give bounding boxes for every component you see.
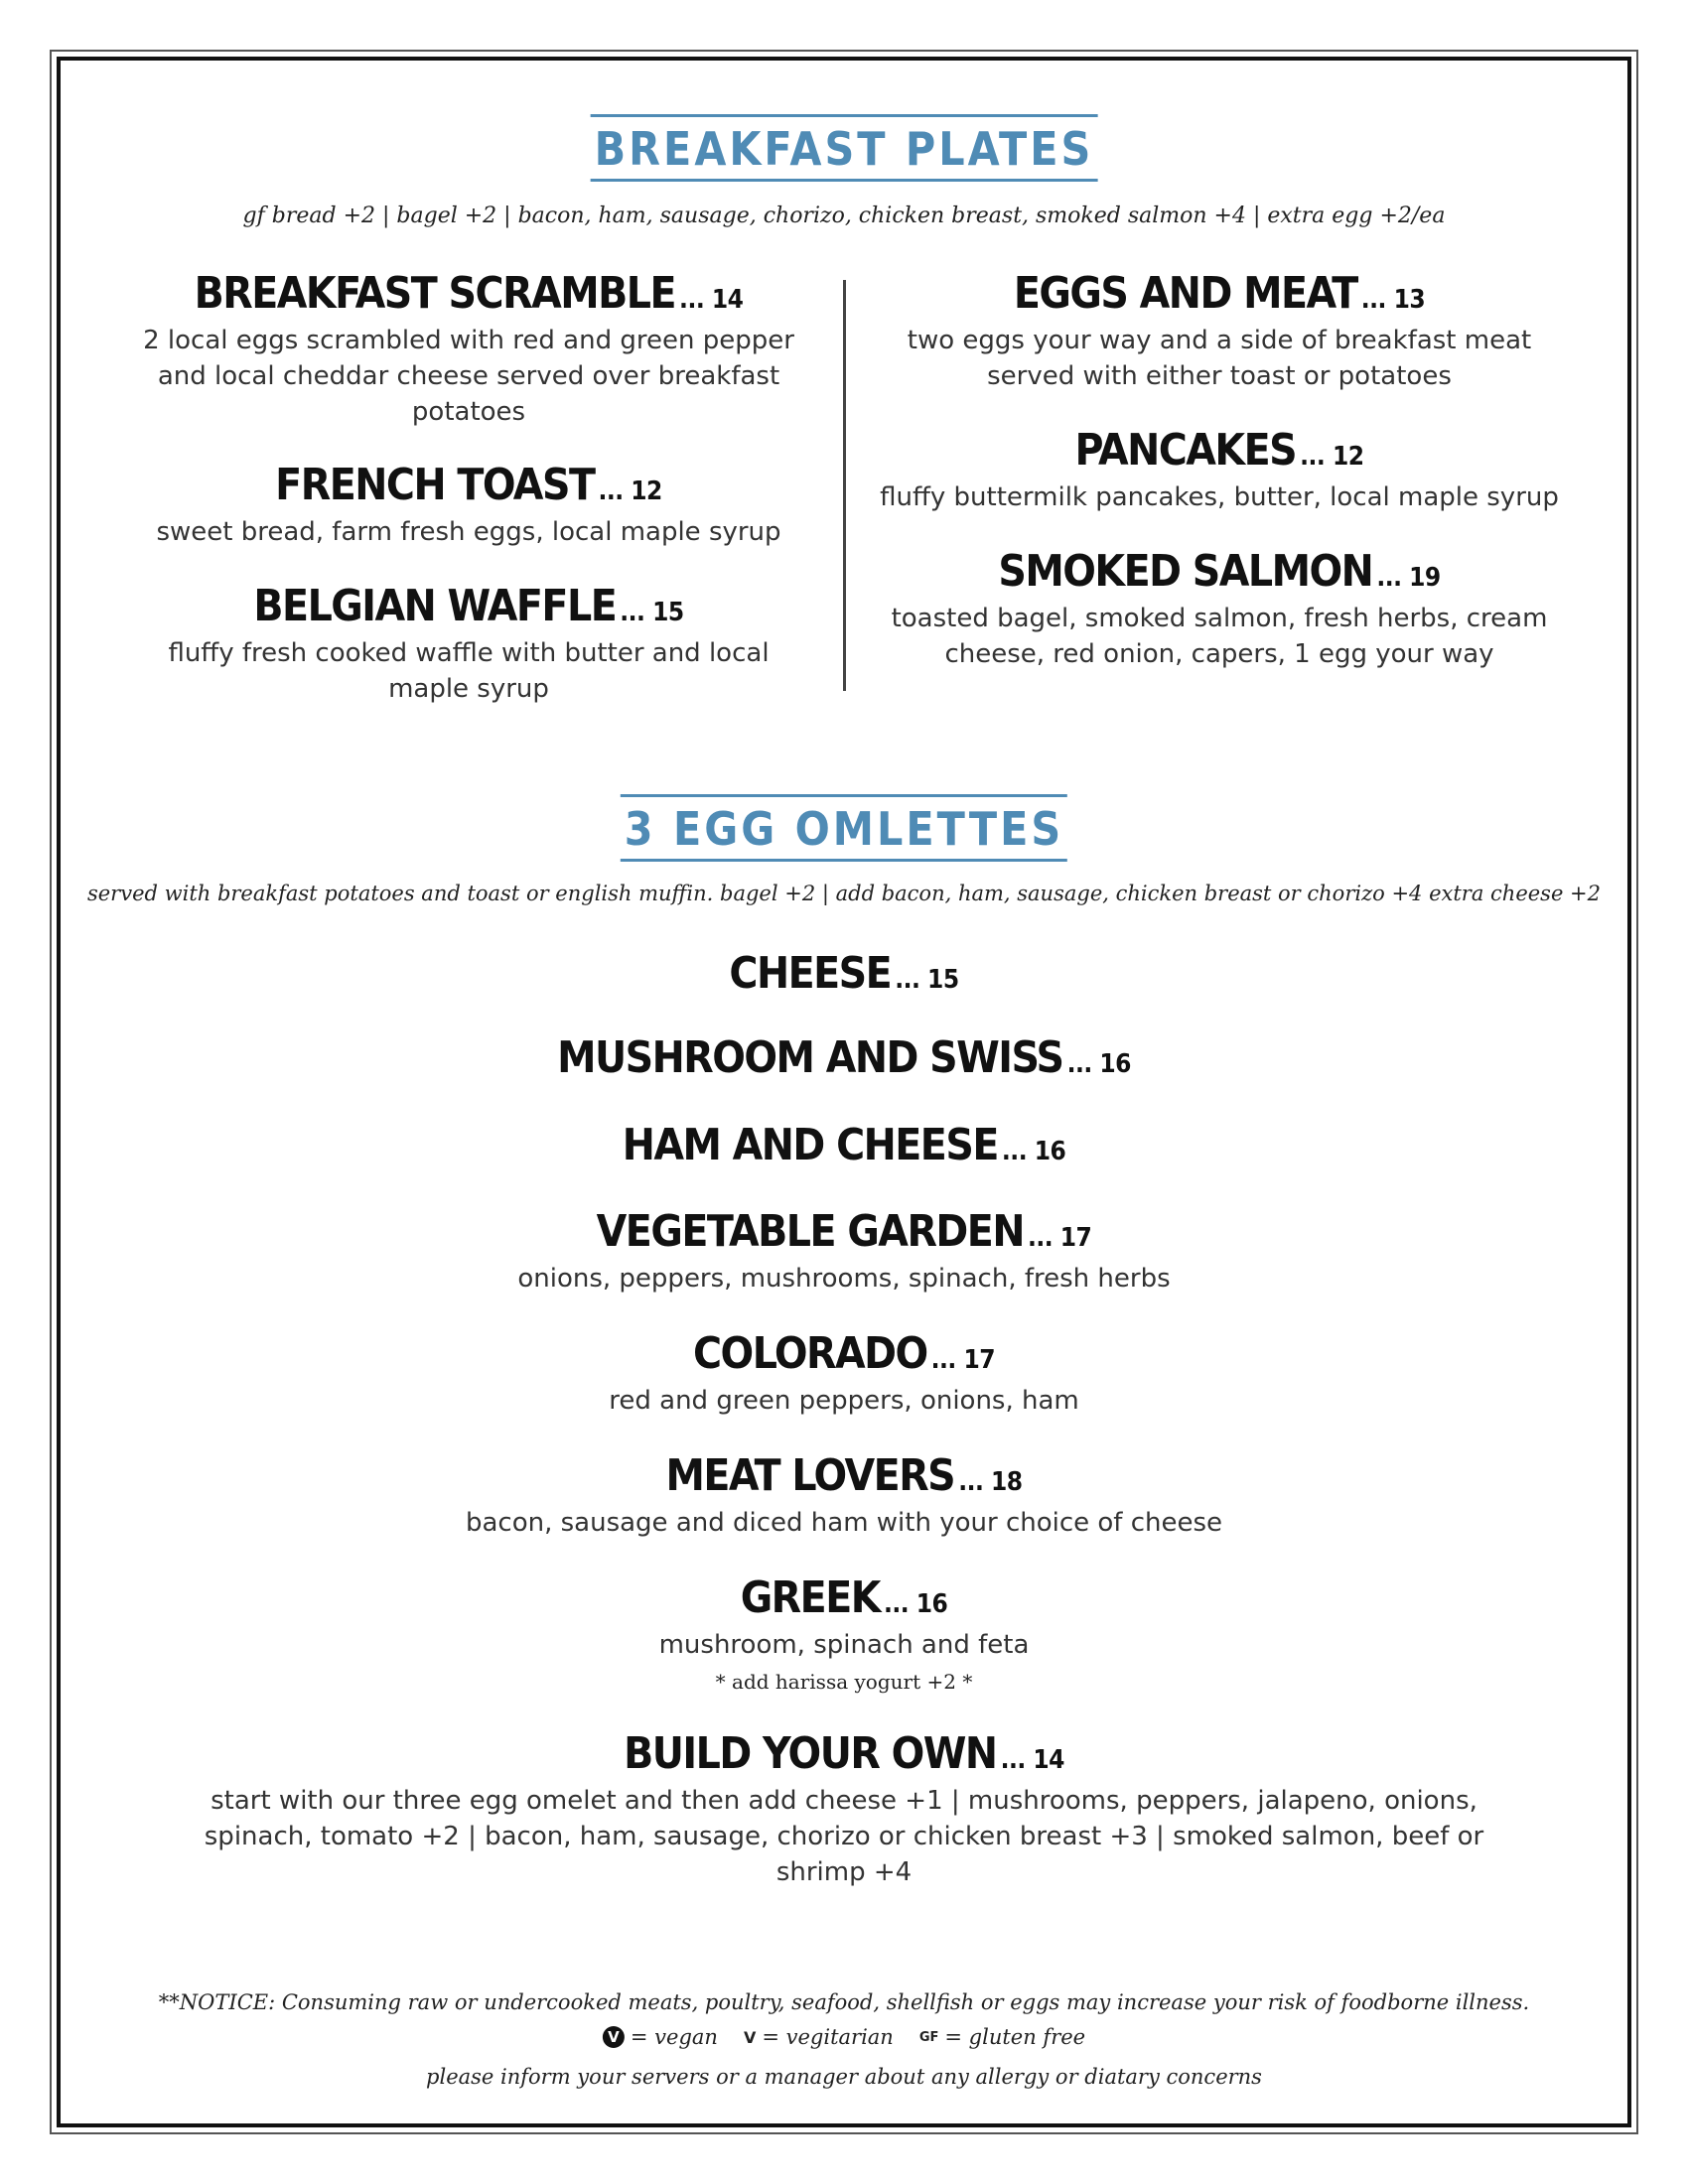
menu-item-description: two eggs your way and a side of breakfast meat served with either toast or potatoes: [907, 326, 1532, 391]
allergy-notice: please inform your servers or a manager about any allergy or diatary concerns: [426, 2065, 1262, 2089]
menu-item-title: BELGIAN WAFFLE ... 15: [253, 581, 684, 631]
menu-item-description: mushroom, spinach and feta: [658, 1630, 1030, 1660]
menu-item-title: MUSHROOM AND SWISS ... 16: [557, 1032, 1131, 1083]
menu-item-description: bacon, sausage and diced ham with your choice of cheese: [465, 1508, 1223, 1538]
menu-item-description: onions, peppers, mushrooms, spinach, fresh herbs: [517, 1264, 1171, 1294]
menu-item-description: fluffy fresh cooked waffle with butter and local maple syrup: [168, 638, 770, 704]
vegetarian-icon: V: [743, 2027, 757, 2047]
menu-item-note: * add harissa yogurt +2 *: [715, 1670, 973, 1694]
menu-item-description: sweet bread, farm fresh eggs, local maple syrup: [156, 517, 781, 547]
vegetarian-label: = vegitarian: [762, 2025, 894, 2049]
menu-item-title: GREEK ... 16: [740, 1572, 948, 1623]
menu-item-description: toasted bagel, smoked salmon, fresh herbs, cream cheese, red onion, capers, 1 egg your way: [891, 604, 1548, 669]
foodborne-notice: **NOTICE: Consuming raw or undercooked meats, poultry, seafood, shellfish or eggs may increase your risk of foodborne illness.: [158, 1990, 1530, 2014]
diet-legend: [603, 2025, 1085, 2049]
gluten-free-label: = gluten free: [944, 2025, 1086, 2049]
menu-item-title: CHEESE ... 15: [729, 948, 959, 999]
menu-item-description: fluffy buttermilk pancakes, butter, local maple syrup: [880, 482, 1559, 512]
breakfast-addons: gf bread +2 | bagel +2 | bacon, ham, sausage, chorizo, chicken breast, smoked salmon +4 | extra egg +2/ea: [242, 204, 1446, 228]
menu-item-title: SMOKED SALMON ... 19: [998, 546, 1441, 597]
menu-item-description: red and green peppers, onions, ham: [609, 1386, 1079, 1416]
omelettes-addons: served with breakfast potatoes and toast or english muffin. bagel +2 | add bacon, ham, sausage, chicken breast or chorizo +4 extra cheese +2: [86, 882, 1602, 905]
vegan-label: = vegan: [630, 2025, 718, 2049]
section-heading-omelettes: 3 EGG OMLETTES: [621, 794, 1067, 862]
section-heading-breakfast: BREAKFAST PLATES: [591, 114, 1098, 182]
menu-item-title: BREAKFAST SCRAMBLE ... 14: [194, 268, 744, 319]
menu-item-title: PANCAKES ... 12: [1074, 425, 1364, 476]
menu-item-title: MEAT LOVERS ... 18: [665, 1450, 1023, 1501]
vegan-icon: V: [603, 2026, 625, 2048]
menu-item-title: VEGETABLE GARDEN ... 17: [596, 1206, 1092, 1257]
menu-item-title: COLORADO ... 17: [693, 1328, 995, 1379]
gluten-free-icon: GF: [918, 2029, 939, 2045]
menu-item-description: start with our three egg omelet and then add cheese +1 | mushrooms, peppers, jalapeno, onions, spinach, tomato +2 | bacon, ham, sausage, chorizo or chicken breast +3 | smoked salmon, beef or shrimp +4: [204, 1786, 1484, 1887]
menu-item-description: 2 local eggs scrambled with red and green pepper and local cheddar cheese served over breakfast potatoes: [143, 326, 794, 427]
menu-item-title: HAM AND CHEESE ... 16: [622, 1120, 1066, 1170]
column-divider: [843, 280, 846, 691]
menu-item-title: BUILD YOUR OWN ... 14: [624, 1728, 1064, 1779]
menu-item-title: FRENCH TOAST ... 12: [275, 460, 662, 510]
menu-item-title: EGGS AND MEAT ... 13: [1013, 268, 1426, 319]
